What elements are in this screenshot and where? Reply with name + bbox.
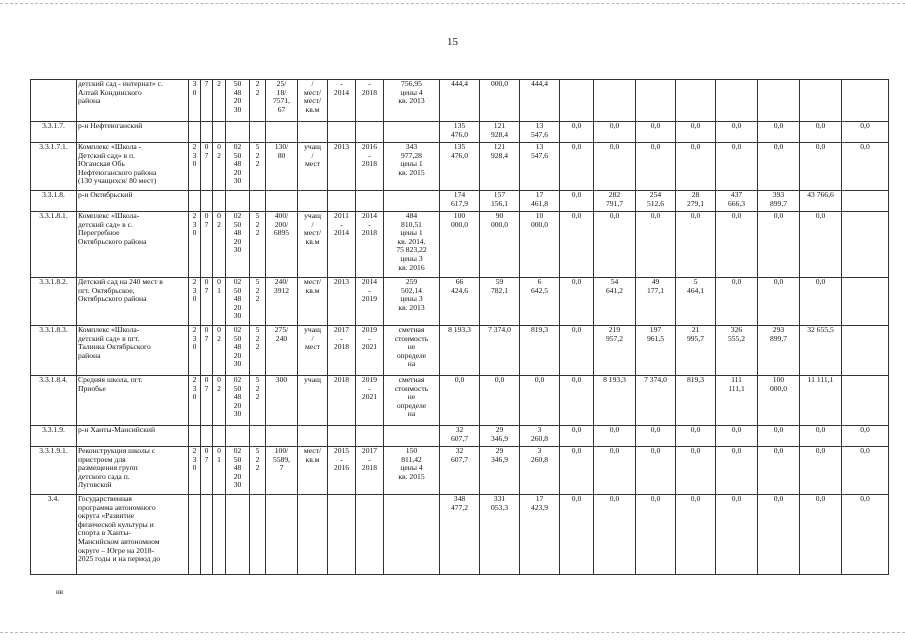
table-cell-c1: 2 3 0 <box>189 447 201 495</box>
footnote: нв <box>56 588 64 596</box>
table-cell-y7 <box>842 376 889 426</box>
table-cell-c1 <box>189 426 201 447</box>
table-cell-total: 174 617,9 <box>440 191 480 212</box>
table-cell-c5 <box>250 191 266 212</box>
table-cell-cost: 150 811,42 цены 4 кв. 2015 <box>384 447 440 495</box>
table-cell-y2: 0,0 <box>636 495 676 575</box>
table-cell-total: 0,0 <box>440 376 480 426</box>
table-cell-total: 100 000,0 <box>440 212 480 278</box>
table-cell-capacity <box>266 495 298 575</box>
table-cell-c2: 0 7 <box>201 376 213 426</box>
table-cell-sub3: 0,0 <box>560 447 594 495</box>
table-cell-sub2: 0,0 <box>520 376 560 426</box>
table-cell-y2: 7 374,0 <box>636 376 676 426</box>
table-cell-c5 <box>250 122 266 143</box>
table-row <box>31 80 889 122</box>
table-cell-c4: 02 50 48 20 30 <box>226 326 250 376</box>
table-cell-y7: 0,0 <box>842 426 889 447</box>
table-cell-y7 <box>842 326 889 376</box>
table-cell-code <box>31 80 77 122</box>
table-cell-capacity: 400/ 200/ 6895 <box>266 212 298 278</box>
table-cell-c3: 0 2 <box>213 143 226 191</box>
table-cell-y4: 0,0 <box>716 122 758 143</box>
table-cell-name: Реконструкция школы с пристроем для размещения групп детского сада п. Луговской <box>77 447 189 495</box>
table-cell-c3 <box>213 122 226 143</box>
table-cell-sub1: 0,0 <box>480 376 520 426</box>
table-cell-c3: 0 1 <box>213 278 226 326</box>
table-cell-c3 <box>213 426 226 447</box>
table-cell-sub2: 17 461,8 <box>520 191 560 212</box>
table-cell-y7 <box>842 191 889 212</box>
table-cell-y5 <box>758 80 800 122</box>
table-cell-start: 2011 - 2014 <box>328 212 356 278</box>
table-cell-end: 2014 - 2019 <box>356 278 384 326</box>
table-row <box>31 191 889 212</box>
table-cell-y6: 0,0 <box>800 278 842 326</box>
table-cell-c1: 2 3 0 <box>189 326 201 376</box>
table-cell-y1: 282 791,7 <box>594 191 636 212</box>
table-cell-sub1: 121 928,4 <box>480 143 520 191</box>
table-cell-total: 135 476,0 <box>440 122 480 143</box>
table-cell-y4: 326 555,2 <box>716 326 758 376</box>
table-row <box>31 326 889 376</box>
table-cell-start: 2017 - 2018 <box>328 326 356 376</box>
table-cell-y5: 0,0 <box>758 278 800 326</box>
table-cell-c5: 5 2 2 <box>250 326 266 376</box>
table-cell-y4: 0,0 <box>716 212 758 278</box>
table-cell-name: Комплекс «Школа- детский сад» в с. Перегребное Октябрьского района <box>77 212 189 278</box>
table-row <box>31 143 889 191</box>
table-row <box>31 376 889 426</box>
table-cell-y7 <box>842 212 889 278</box>
table-cell-capacity <box>266 426 298 447</box>
table-cell-c5 <box>250 495 266 575</box>
table-cell-name: р-н Октябрьский <box>77 191 189 212</box>
table-cell-code: 3.3.1.8.4. <box>31 376 77 426</box>
table-cell-cost <box>384 122 440 143</box>
table-cell-end: 2017 - 2018 <box>356 447 384 495</box>
table-cell-y1: 0,0 <box>594 426 636 447</box>
table-row <box>31 122 889 143</box>
table-cell-y7: 0,0 <box>842 447 889 495</box>
table-cell-y3: 819,3 <box>676 376 716 426</box>
table-cell-start: 2018 <box>328 376 356 426</box>
table-cell-c2: 0 7 <box>201 447 213 495</box>
table-cell-y2: 0,0 <box>636 426 676 447</box>
table-cell-cost: 484 810,51 цены 1 кв. 2014. 75 823,22 цены 3 кв. 2016 <box>384 212 440 278</box>
table-cell-name: Средняя школа, пгт. Приобье <box>77 376 189 426</box>
table-cell-name: Комплекс «Школа - Детский сад» в п. Юганская Обь Нефтеюганского района (130 учащихся/ 80 мест) <box>77 143 189 191</box>
table-cell-cost: 756,95 цены 4 кв. 2013 <box>384 80 440 122</box>
table-cell-start: - 2014 <box>328 80 356 122</box>
table-cell-code: 3.3.1.8.2. <box>31 278 77 326</box>
table-cell-y5: 0,0 <box>758 426 800 447</box>
scan-edge-top <box>0 3 905 4</box>
table-cell-unit: учащ / мест <box>298 143 328 191</box>
table-cell-sub3: 0,0 <box>560 191 594 212</box>
table-cell-sub3: 0,0 <box>560 278 594 326</box>
table-cell-name: р-н Ханты-Мансийский <box>77 426 189 447</box>
table-cell-end <box>356 495 384 575</box>
table-cell-y4: 437 666,3 <box>716 191 758 212</box>
table-cell-y1: 8 193,3 <box>594 376 636 426</box>
table-cell-c5 <box>250 426 266 447</box>
table-cell-end: 2016 - 2018 <box>356 143 384 191</box>
table-cell-c4: 02 50 48 20 30 <box>226 143 250 191</box>
table-cell-unit: мест/ кв.м <box>298 447 328 495</box>
table-cell-y4: 0,0 <box>716 278 758 326</box>
table-cell-y5: 0,0 <box>758 495 800 575</box>
table-cell-unit: мест/ кв.м <box>298 278 328 326</box>
table-cell-c2: 0 7 <box>201 326 213 376</box>
table-cell-code: 3.4. <box>31 495 77 575</box>
table-cell-sub1: 29 346,9 <box>480 447 520 495</box>
table-cell-sub3 <box>560 80 594 122</box>
table-cell-c5: 5 2 2 <box>250 212 266 278</box>
table-cell-name: Детский сад на 240 мест в пгт. Октябрьское, Октябрьского района <box>77 278 189 326</box>
table-cell-c3: 0 2 <box>213 212 226 278</box>
table-cell-total: 32 607,7 <box>440 426 480 447</box>
table-cell-y6 <box>800 80 842 122</box>
table-cell-c4 <box>226 495 250 575</box>
table-cell-sub1: 121 928,4 <box>480 122 520 143</box>
table-cell-y5: 100 000,0 <box>758 376 800 426</box>
table-cell-c2: 0 7 <box>201 278 213 326</box>
table-cell-c5: 5 2 2 <box>250 376 266 426</box>
table-cell-c1 <box>189 122 201 143</box>
table-cell-c4: 02 50 48 20 30 <box>226 376 250 426</box>
table-cell-unit: / мест/ мест/ кв.м <box>298 80 328 122</box>
table-cell-name: Комплекс «Школа- детский сад» в пгт. Талинка Октябрьского района <box>77 326 189 376</box>
table-cell-code: 3.3.1.8.1. <box>31 212 77 278</box>
table-cell-capacity <box>266 122 298 143</box>
table-cell-y3: 0,0 <box>676 122 716 143</box>
table-cell-c1 <box>189 495 201 575</box>
table-cell-sub2: 3 260,8 <box>520 426 560 447</box>
table-cell-cost <box>384 426 440 447</box>
table-cell-cost <box>384 191 440 212</box>
table-row <box>31 278 889 326</box>
table-cell-y4: 111 111,1 <box>716 376 758 426</box>
table-cell-end: 2014 - 2018 <box>356 212 384 278</box>
scan-edge-bottom <box>0 632 905 633</box>
table-cell-total: 66 424,6 <box>440 278 480 326</box>
table-cell-start: 2015 - 2016 <box>328 447 356 495</box>
table-cell-end <box>356 426 384 447</box>
table-cell-c5: 5 2 2 <box>250 143 266 191</box>
table-cell-end <box>356 191 384 212</box>
table-cell-y5: 393 899,7 <box>758 191 800 212</box>
table-cell-cost: 259 502,14 цены 3 кв. 2013 <box>384 278 440 326</box>
table-cell-c2 <box>201 122 213 143</box>
table-cell-sub3: 0,0 <box>560 212 594 278</box>
table-row <box>31 447 889 495</box>
table-cell-capacity: 130/ 80 <box>266 143 298 191</box>
table-cell-y5: 0,0 <box>758 447 800 495</box>
table-cell-y3: 0,0 <box>676 447 716 495</box>
table-cell-c3: 0 2 <box>213 326 226 376</box>
table-cell-y5: 0,0 <box>758 122 800 143</box>
table-cell-total: 135 476,0 <box>440 143 480 191</box>
table-cell-y6: 0,0 <box>800 426 842 447</box>
table-cell-y6: 0,0 <box>800 447 842 495</box>
table-cell-c1: 2 3 0 <box>189 278 201 326</box>
table-cell-y6: 0,0 <box>800 212 842 278</box>
table-cell-start <box>328 191 356 212</box>
table-cell-y1: 0,0 <box>594 122 636 143</box>
table-cell-y1: 0,0 <box>594 143 636 191</box>
table-cell-name: р-н Нефтеюганский <box>77 122 189 143</box>
table-cell-y5: 0,0 <box>758 143 800 191</box>
table-row <box>31 426 889 447</box>
table-cell-unit: учащ / мест <box>298 326 328 376</box>
table-cell-unit <box>298 495 328 575</box>
table-cell-y3: 28 279,1 <box>676 191 716 212</box>
table-cell-sub2: 13 547,6 <box>520 143 560 191</box>
table-cell-unit <box>298 191 328 212</box>
table-cell-end: 2019 - 2021 <box>356 376 384 426</box>
table-cell-y1: 0,0 <box>594 495 636 575</box>
budget-table <box>30 79 889 575</box>
table-cell-sub3: 0,0 <box>560 143 594 191</box>
table-cell-total: 444,4 <box>440 80 480 122</box>
table-cell-sub3: 0,0 <box>560 426 594 447</box>
table-cell-c1 <box>189 191 201 212</box>
table-cell-y3: 0,0 <box>676 495 716 575</box>
table-cell-sub2: 444,4 <box>520 80 560 122</box>
table-cell-y3: 0,0 <box>676 143 716 191</box>
table-cell-y3 <box>676 80 716 122</box>
table-cell-y3: 0,0 <box>676 426 716 447</box>
table-cell-y7 <box>842 278 889 326</box>
table-cell-y6: 43 766,6 <box>800 191 842 212</box>
table-cell-c4: 02 50 48 20 30 <box>226 212 250 278</box>
table-cell-start: 2013 <box>328 143 356 191</box>
table-cell-c5: 5 2 2 <box>250 447 266 495</box>
table-cell-c1: 2 3 0 <box>189 143 201 191</box>
table-cell-sub3: 0,0 <box>560 495 594 575</box>
table-cell-c2 <box>201 495 213 575</box>
table-cell-y4: 0,0 <box>716 426 758 447</box>
page-number: 15 <box>447 36 458 48</box>
table-cell-c2 <box>201 191 213 212</box>
table-cell-y4: 0,0 <box>716 447 758 495</box>
table-cell-capacity: 100/ 5589, 7 <box>266 447 298 495</box>
table-cell-c2: 7 <box>201 80 213 122</box>
table-cell-y2: 0,0 <box>636 447 676 495</box>
table-cell-sub3: 0,0 <box>560 326 594 376</box>
table-row <box>31 212 889 278</box>
table-cell-c4: 02 50 48 20 30 <box>226 447 250 495</box>
table-cell-c4: 50 48 20 30 <box>226 80 250 122</box>
table-cell-y3: 0,0 <box>676 212 716 278</box>
table-cell-c4 <box>226 191 250 212</box>
table-cell-start <box>328 426 356 447</box>
table-cell-end: 2019 - 2021 <box>356 326 384 376</box>
table-cell-capacity: 240/ 3912 <box>266 278 298 326</box>
table-cell-c3: 0 1 <box>213 447 226 495</box>
table-cell-sub1: 157 156,1 <box>480 191 520 212</box>
table-cell-start <box>328 122 356 143</box>
table-cell-c4: 02 50 48 20 30 <box>226 278 250 326</box>
table-cell-start: 2013 <box>328 278 356 326</box>
table-cell-sub2: 17 423,9 <box>520 495 560 575</box>
table-cell-unit <box>298 426 328 447</box>
table-cell-c2 <box>201 426 213 447</box>
table-cell-y2: 0,0 <box>636 212 676 278</box>
table-cell-c4 <box>226 122 250 143</box>
table-cell-sub1: 59 782,1 <box>480 278 520 326</box>
table-cell-code: 3.3.1.7. <box>31 122 77 143</box>
table-cell-sub2: 3 260,8 <box>520 447 560 495</box>
table-cell-total: 32 607,7 <box>440 447 480 495</box>
table-cell-y4: 0,0 <box>716 495 758 575</box>
table-cell-sub3: 0,0 <box>560 122 594 143</box>
table-row <box>31 495 889 575</box>
table-cell-sub3: 0,0 <box>560 376 594 426</box>
table-cell-y2: 49 177,1 <box>636 278 676 326</box>
table-cell-y2: 0,0 <box>636 143 676 191</box>
table-cell-total: 348 477,2 <box>440 495 480 575</box>
table-cell-unit: учащ <box>298 376 328 426</box>
table-cell-y7: 0,0 <box>842 122 889 143</box>
table-cell-y3: 5 464,1 <box>676 278 716 326</box>
table-cell-unit: учащ / мест/ кв.м <box>298 212 328 278</box>
table-cell-c2: 0 7 <box>201 212 213 278</box>
table-cell-c3: 0 2 <box>213 376 226 426</box>
table-cell-cost: сметная стоимость не определе на <box>384 376 440 426</box>
table-cell-cost <box>384 495 440 575</box>
table-cell-capacity: 300 <box>266 376 298 426</box>
table-cell-code: 3.3.1.9. <box>31 426 77 447</box>
table-cell-name: Государственная программа автономного округа «Развитие физической культуры и спорта в Ханты- Мансийском автономном округе – Югре на 2018- 2025 годы и на период до <box>77 495 189 575</box>
table-cell-cost: 343 977,28 цены 1 кв. 2015 <box>384 143 440 191</box>
table-cell-c5: 5 2 2 <box>250 278 266 326</box>
table-cell-sub1: 29 346,9 <box>480 426 520 447</box>
table-cell-y6: 11 111,1 <box>800 376 842 426</box>
table-cell-y4 <box>716 80 758 122</box>
table-cell-code: 3.3.1.7.1. <box>31 143 77 191</box>
table-cell-code: 3.3.1.9.1. <box>31 447 77 495</box>
table-cell-sub1: 000,0 <box>480 80 520 122</box>
table-cell-y1: 219 957,2 <box>594 326 636 376</box>
table-cell-y5: 0,0 <box>758 212 800 278</box>
table-cell-c3 <box>213 495 226 575</box>
table-cell-y7 <box>842 80 889 122</box>
table-cell-sub1: 90 000,0 <box>480 212 520 278</box>
table-cell-y6: 0,0 <box>800 143 842 191</box>
budget-table-body <box>31 80 889 575</box>
table-cell-name: детский сад - интернат» с. Алтай Кондинского района <box>77 80 189 122</box>
table-cell-code: 3.3.1.8.3. <box>31 326 77 376</box>
table-cell-y2: 197 961,5 <box>636 326 676 376</box>
table-cell-sub2: 13 547,6 <box>520 122 560 143</box>
table-cell-c1: 2 3 0 <box>189 376 201 426</box>
table-cell-sub1: 7 374,0 <box>480 326 520 376</box>
table-cell-y1: 0,0 <box>594 447 636 495</box>
table-cell-cost: сметная стоимость не определе на <box>384 326 440 376</box>
table-cell-y2: 254 512,6 <box>636 191 676 212</box>
table-cell-start <box>328 495 356 575</box>
table-cell-c2: 0 7 <box>201 143 213 191</box>
table-cell-c5: 2 2 <box>250 80 266 122</box>
table-cell-y7: 0,0 <box>842 143 889 191</box>
table-cell-y7: 0,0 <box>842 495 889 575</box>
table-cell-total: 8 193,3 <box>440 326 480 376</box>
table-cell-sub2: 6 642,5 <box>520 278 560 326</box>
table-cell-y1: 54 641,2 <box>594 278 636 326</box>
table-cell-y1 <box>594 80 636 122</box>
table-cell-c3 <box>213 191 226 212</box>
table-cell-y1: 0,0 <box>594 212 636 278</box>
table-cell-capacity <box>266 191 298 212</box>
table-cell-capacity: 25/ 18/ 7571, 67 <box>266 80 298 122</box>
table-cell-c4 <box>226 426 250 447</box>
table-cell-c1: 2 3 0 <box>189 212 201 278</box>
table-cell-y6: 0,0 <box>800 495 842 575</box>
table-cell-unit <box>298 122 328 143</box>
table-cell-sub1: 331 053,3 <box>480 495 520 575</box>
table-cell-capacity: 275/ 240 <box>266 326 298 376</box>
table-cell-c1: 3 0 <box>189 80 201 122</box>
table-cell-sub2: 10 000,0 <box>520 212 560 278</box>
table-cell-y3: 21 995,7 <box>676 326 716 376</box>
table-cell-sub2: 819,3 <box>520 326 560 376</box>
table-cell-y6: 32 655,5 <box>800 326 842 376</box>
table-cell-c3: 2 <box>213 80 226 122</box>
table-cell-y2: 0,0 <box>636 122 676 143</box>
table-cell-code: 3.3.1.8. <box>31 191 77 212</box>
table-cell-y6: 0,0 <box>800 122 842 143</box>
table-cell-end: - 2018 <box>356 80 384 122</box>
table-cell-y5: 293 899,7 <box>758 326 800 376</box>
table-cell-end <box>356 122 384 143</box>
table-cell-y4: 0,0 <box>716 143 758 191</box>
table-cell-y2 <box>636 80 676 122</box>
